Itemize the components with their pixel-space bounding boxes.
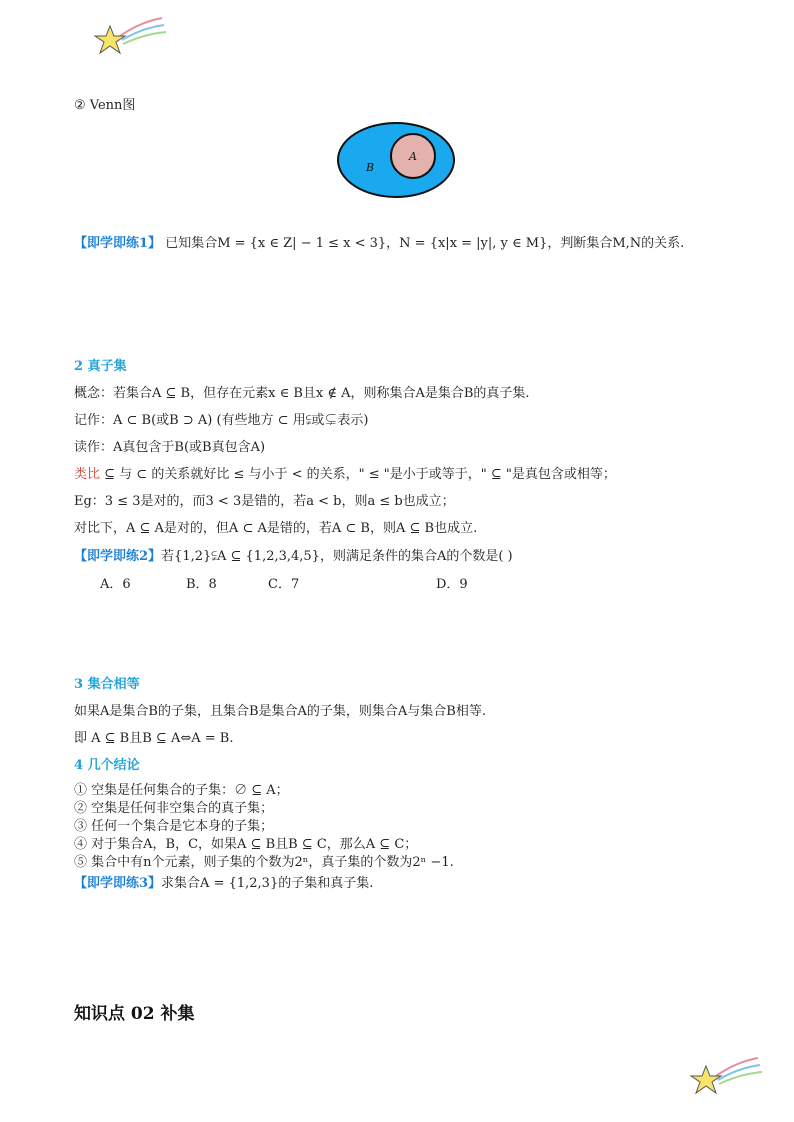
analogy-text: ⊆ 与 ⊂ 的关系就好比 ≤ 与小于 < 的关系，" ≤ "是小于或等于，" ⊆ "是真包含或相等； bbox=[100, 467, 616, 482]
practice-2-option-c: C．7 bbox=[268, 577, 300, 592]
section-2-reading: 读作：A真包含于B(或B真包含A) bbox=[74, 440, 266, 455]
section-3-heading: 3 集合相等 bbox=[74, 677, 140, 692]
section-2-contrast: 对比下，A ⊆ A是对的，但A ⊂ A是错的，若A ⊂ B，则A ⊆ B也成立. bbox=[74, 521, 478, 536]
section-3-line-1: 如果A是集合B的子集，且集合B是集合A的子集，则集合A与集合B相等. bbox=[74, 704, 486, 719]
practice-1 bbox=[74, 234, 684, 254]
section-4-list bbox=[74, 782, 454, 872]
venn-inner-label: A bbox=[409, 150, 417, 163]
venn-outer-label: B bbox=[366, 161, 375, 174]
section-4-heading: 4 几个结论 bbox=[74, 758, 140, 773]
section-2-eg: Eg：3 ≤ 3是对的，而3 < 3是错的，若a < b，则a ≤ b也成立； bbox=[74, 494, 455, 509]
practice-2-option-d: D．9 bbox=[436, 577, 468, 592]
section-3-line-2: 即 A ⊆ B且B ⊆ A⇔A = B. bbox=[74, 731, 234, 746]
conclusion-item: ① 空集是任何集合的子集：∅ ⊆ A； bbox=[74, 783, 289, 798]
section-2-analogy bbox=[74, 465, 616, 485]
practice-1-text: 已知集合M = {x ∈ Z| − 1 ≤ x < 3}，N = {x|x = |y|, y ∈ M}，判断集合M,N的关系. bbox=[165, 236, 685, 251]
practice-1-tag: 【即学即练1】 bbox=[74, 236, 162, 251]
practice-2-option-a: A．6 bbox=[100, 577, 131, 592]
section-2-concept: 概念：若集合A ⊆ B，但存在元素x ∈ B且x ∉ A，则称集合A是集合B的真子集. bbox=[74, 386, 530, 401]
practice-3 bbox=[74, 874, 373, 894]
conclusion-item: ② 空集是任何非空集合的真子集； bbox=[74, 801, 274, 816]
practice-2 bbox=[74, 547, 513, 567]
section-2-notation: 记作：A ⊂ B(或B ⊃ A) (有些地方 ⊂ 用⫋或⊊表示) bbox=[74, 413, 369, 428]
conclusion-item: ③ 任何一个集合是它本身的子集； bbox=[74, 819, 274, 834]
knowledge-point-title: 知识点 02 补集 bbox=[74, 1004, 195, 1024]
shooting-star-icon-top bbox=[90, 14, 170, 62]
venn-label: ② Venn图 bbox=[74, 98, 136, 113]
practice-3-text: 求集合A = {1,2,3}的子集和真子集. bbox=[161, 876, 374, 891]
practice-2-tag: 【即学即练2】 bbox=[74, 549, 162, 564]
analogy-tag: 类比 bbox=[74, 467, 101, 482]
practice-2-option-b: B．8 bbox=[186, 577, 217, 592]
practice-3-tag: 【即学即练3】 bbox=[74, 876, 162, 891]
venn-diagram bbox=[336, 120, 458, 200]
conclusion-item: ⑤ 集合中有n个元素，则子集的个数为2ⁿ，真子集的个数为2ⁿ −1. bbox=[74, 855, 454, 870]
section-2-heading: 2 真子集 bbox=[74, 359, 127, 374]
shooting-star-icon-bottom bbox=[686, 1054, 766, 1102]
practice-2-text: 若{1,2}⫋A ⊆ {1,2,3,4,5}，则满足条件的集合A的个数是( ) bbox=[161, 549, 513, 564]
conclusion-item: ④ 对于集合A，B，C，如果A ⊆ B且B ⊆ C，那么A ⊆ C； bbox=[74, 837, 418, 852]
